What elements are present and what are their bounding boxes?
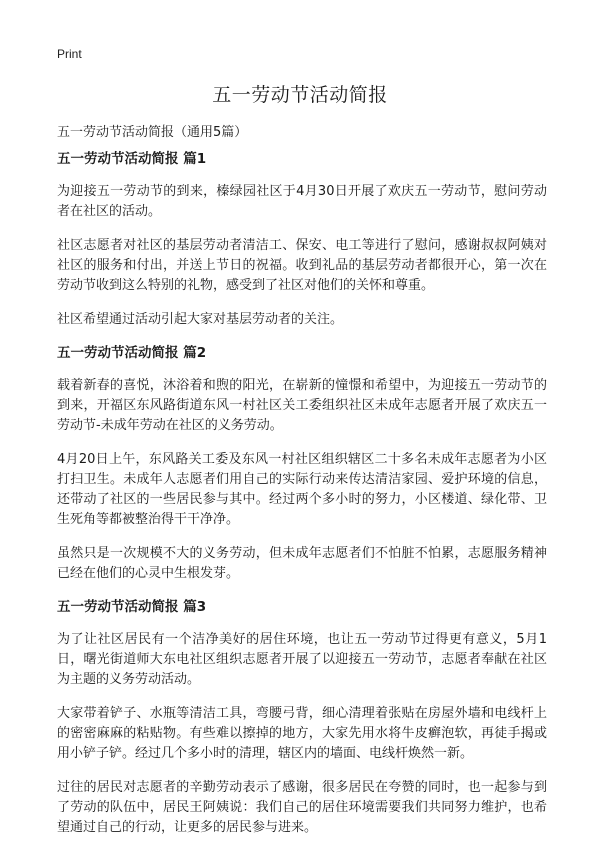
section-heading: 五一劳动节活动简报 篇3 [57, 599, 207, 615]
paragraph: 为迎接五一劳动节的到来，榛绿园社区于4月30日开展了欢庆五一劳动节，慰问劳动者在社区的活动。 [57, 184, 547, 219]
paragraph: 4月20日上午，东风路关工委及东风一村社区组织辖区二十多名未成年志愿者为小区打扫卫生。未成年人志愿者们用自己的实际行动来传达清洁家园、爱护环境的信息，还带动了社区的一些居民参与其中。经过两个多小时的努力，小区楼道、绿化带、卫生死角等都被整治得干干净净。 [57, 452, 547, 527]
document-body [57, 150, 547, 852]
paragraph: 社区志愿者对社区的基层劳动者清洁工、保安、电工等进行了慰问，感谢叔叔阿姨对社区的服务和付出，并送上节日的祝福。收到礼品的基层劳动者都很开心，第一次在劳动节收到这么特别的礼物，感受到了社区对他们的关怀和尊重。 [57, 238, 547, 293]
section-3 [57, 598, 547, 838]
paragraph: 载着新春的喜悦，沐浴着和煦的阳光，在崭新的憧憬和希望中，为迎接五一劳动节的到来，开福区东风路街道东风一村社区关工委组织社区未成年志愿者开展了欢庆五一劳动节-未成年劳动在社区的义务劳动。 [57, 378, 547, 433]
print-link[interactable]: Print [57, 47, 82, 61]
page-title: 五一劳动节活动简报 [212, 84, 388, 106]
section-heading: 五一劳动节活动简报 篇2 [57, 345, 207, 361]
paragraph: 过往的居民对志愿者的辛勤劳动表示了感谢，很多居民在夸赞的同时，也一起参与到了劳动的队伍中，居民王阿姨说：我们自己的居住环境需要我们共同努力维护，也希望通过自己的行动，让更多的居民参与进来。 [57, 780, 547, 835]
paragraph: 社区希望通过活动引起大家对基层劳动者的关注。 [57, 312, 344, 327]
section-2 [57, 344, 547, 584]
section-heading: 五一劳动节活动简报 篇1 [57, 151, 207, 167]
document-subtitle: 五一劳动节活动简报（通用5篇） [57, 125, 248, 140]
paragraph: 为了让社区居民有一个洁净美好的居住环境，也让五一劳动节过得更有意义，5月1日，曙光街道师大东电社区组织志愿者开展了以迎接五一劳动节，志愿者奉献在社区为主题的义务劳动活动。 [57, 632, 547, 687]
paragraph: 虽然只是一次规模不大的义务劳动，但未成年志愿者们不怕脏不怕累，志愿服务精神已经在他们的心灵中生根发芽。 [57, 546, 547, 581]
paragraph: 大家带着铲子、水瓶等清洁工具，弯腰弓背，细心清理着张贴在房屋外墙和电线杆上的密密麻麻的粘贴物。有些难以擦掉的地方，大家先用水将牛皮癣泡软，再徒手揭或用小铲子铲。经过几个多小时的清理，辖区内的墙面、电线杆焕然一新。 [57, 706, 547, 761]
section-1 [57, 150, 547, 330]
